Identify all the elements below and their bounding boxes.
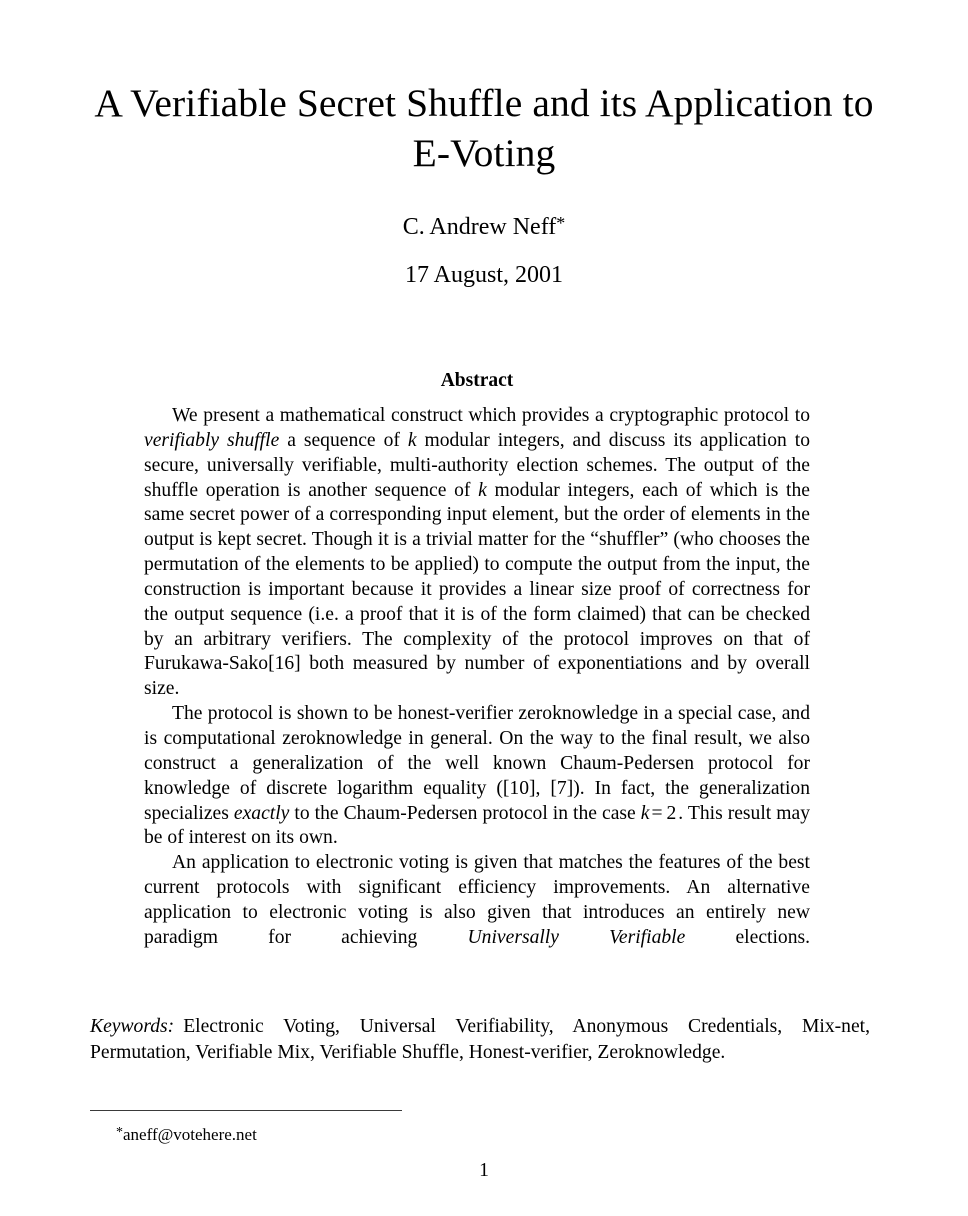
emphasis-text: Universally Verifiable bbox=[467, 926, 686, 948]
author-footnote-marker: * bbox=[556, 213, 566, 233]
footnote-marker: * bbox=[116, 1125, 123, 1140]
title-line-2: E-Voting bbox=[412, 131, 556, 175]
keywords-text: Electronic Voting, Universal Verifiability, Anonymous Credentials, Mix-net, Permutation, Verifiable Mix, Verifiable Shuffle, Honest-verifier, Zeroknowledge. bbox=[90, 1016, 870, 1063]
keywords-label: Keywords: bbox=[90, 1016, 175, 1037]
author-name: C. Andrew Neff bbox=[402, 214, 557, 240]
abstract-heading: Abstract bbox=[440, 370, 514, 391]
body-text: We present a mathematical construct which provides a cryptographic protocol to bbox=[172, 405, 810, 426]
footnote bbox=[90, 1122, 790, 1145]
body-text: modular integers, and discuss its application to secure, universally verifiable, multi-authority election schemes. The output of the shuffle operation is another sequence of bbox=[144, 429, 810, 501]
body-text: to the Chaum-Pedersen protocol in the case bbox=[289, 802, 641, 824]
footnote-separator-rule bbox=[90, 1110, 402, 1111]
abstract-paragraph bbox=[144, 702, 810, 851]
author-line bbox=[84, 208, 884, 242]
keywords-block bbox=[90, 1014, 870, 1065]
math-symbol: k bbox=[478, 479, 487, 501]
body-text: elections. bbox=[685, 926, 811, 948]
publication-date: 17 August, 2001 bbox=[404, 262, 563, 288]
emphasis-text: verifiably shuffle bbox=[144, 429, 280, 451]
abstract-paragraph bbox=[144, 851, 810, 975]
page-title bbox=[84, 78, 884, 178]
body-text: modular integers, each of which is the same secret power of a corresponding input element, but the order of elements in the output is kept secret. Though it is a trivial matter for the “shuffler” (who chooses the permutation of the elements to be applied) to compute the output from the input, the construction is important because it provides a linear size proof of correctness for the output sequence (i.e. a proof that it is of the form claimed) that can be checked by an arbitrary verifiers. The complexity of the protocol improves on that of Furukawa-Sako[16] both measured by number of exponentiations and by overall size. bbox=[144, 479, 810, 700]
title-line-1: A Verifiable Secret Shuffle and its Application to bbox=[94, 81, 874, 125]
emphasis-text: exactly bbox=[233, 802, 290, 824]
body-text: . This result may be of interest on its own. bbox=[144, 802, 810, 849]
body-text: a sequence of bbox=[279, 429, 408, 451]
math-symbol: k = 2 bbox=[640, 802, 677, 824]
footnote-email: aneff@votehere.net bbox=[123, 1125, 257, 1144]
page-number: 1 bbox=[479, 1160, 489, 1181]
body-text: The protocol is shown to be honest-verifier zeroknowledge in a special case, and is computational zeroknowledge in general. On the way to the final result, we also construct a generalization of the well known Chaum-Pedersen protocol for knowledge of discrete logarithm equality ([10], [7]). In fact, the generalization specializes bbox=[144, 703, 810, 824]
body-text: An application to electronic voting is given that matches the features of the best current protocols with significant efficiency improvements. An alternative application to electronic voting is also given that introduces an entirely new paradigm for achieving bbox=[144, 852, 810, 948]
abstract-paragraph bbox=[144, 404, 810, 702]
abstract-body bbox=[144, 404, 810, 975]
math-symbol: k bbox=[407, 429, 417, 451]
